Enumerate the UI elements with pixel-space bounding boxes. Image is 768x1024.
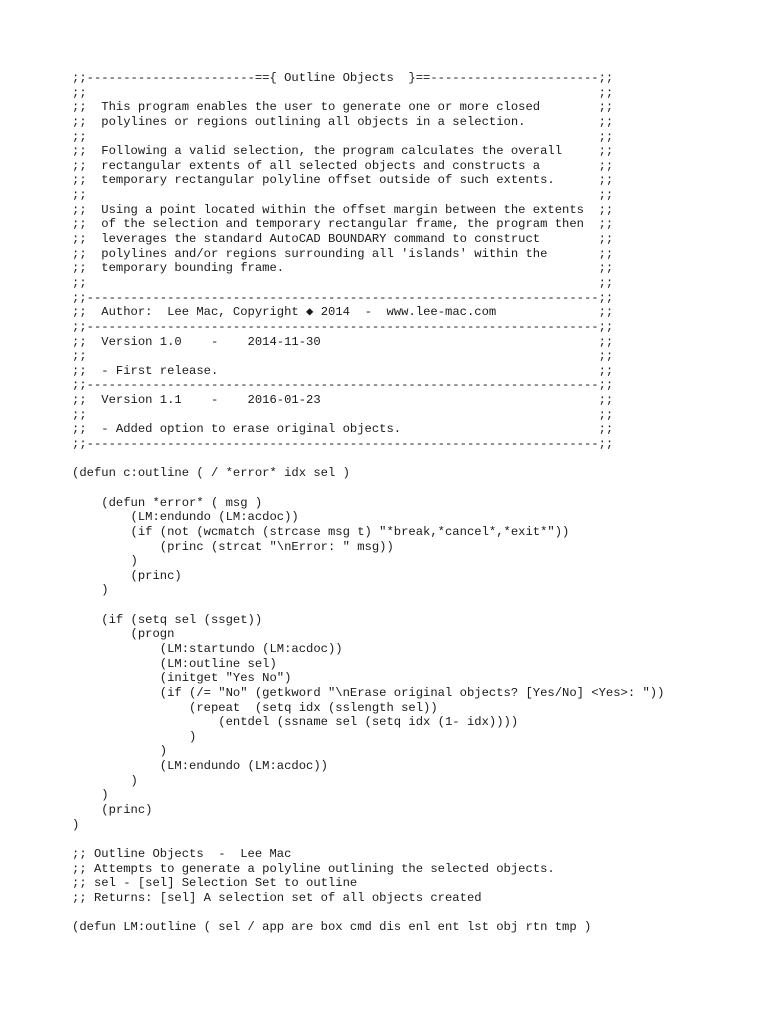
defun-line: (defun LM:outline ( sel / app are box cmd dis enl ent lst obj rtn tmp ) [72,920,592,935]
comment-line: ;; Outline Objects - Lee Mac [72,846,292,861]
code-line: ;; leverages the standard AutoCAD BOUNDARY command to construct ;; [72,232,614,247]
code-line: (repeat (setq idx (sslength sel)) [72,700,438,715]
version-line: ;; Version 1.1 - 2016-01-23 ;; [72,393,614,408]
defun-line: (defun c:outline ( / *error* idx sel ) [72,466,350,481]
code-line: ;; temporary rectangular polyline offset outside of such extents. ;; [72,173,614,188]
comment-line: ;; Returns: [sel] A selection set of all objects created [72,890,482,905]
separator-line: ;;----------------------------------------------------------------------;; [72,378,614,393]
separator-line: ;;----------------------------------------------------------------------;; [72,290,614,305]
code-line: ) [72,583,109,598]
code-line: ;; rectangular extents of all selected objects and constructs a ;; [72,158,614,173]
code-line: ) [72,817,80,832]
blank-line [72,481,664,496]
code-line: ;; polylines or regions outlining all objects in a selection. ;; [72,114,614,129]
code-line: ;; ;; [72,275,614,290]
code-line: ;; ;; [72,85,614,100]
author-line: ;; Author: Lee Mac, Copyright ◆ 2014 - www.lee-mac.com ;; [72,305,614,320]
code-line: ;; ;; [72,407,614,422]
code-line: (initget "Yes No") [72,671,292,686]
code-line: ;; polylines and/or regions surrounding all 'islands' within the ;; [72,246,614,261]
blank-line [72,452,664,467]
code-line: (LM:outline sel) [72,656,277,671]
header-title-line: ;;-----------------------=={ Outline Objects }==-----------------------;; [72,71,614,85]
code-line: ;; of the selection and temporary rectangular frame, the program then ;; [72,217,614,232]
code-line: (progn [72,627,175,642]
code-line: (LM:endundo (LM:acdoc)) [72,510,299,525]
blank-line [72,832,664,847]
code-listing [72,71,664,935]
code-line: (princ) [72,803,153,818]
code-line: ;; ;; [72,188,614,203]
code-line: (if (setq sel (ssget)) [72,612,263,627]
code-line: ) [72,744,168,759]
code-line: (LM:startundo (LM:acdoc)) [72,641,343,656]
blank-line [72,906,664,921]
code-line: ) [72,554,138,569]
blank-line [72,598,664,613]
code-line: (if (not (wcmatch (strcase msg t) "*break,*cancel*,*exit*")) [72,524,570,539]
code-line: (if (/= "No" (getkword "\nErase original objects? [Yes/No] <Yes>: ")) [72,685,665,700]
comment-line: ;; Attempts to generate a polyline outlining the selected objects. [72,861,555,876]
code-line: ;; This program enables the user to generate one or more closed ;; [72,100,614,115]
code-line: ;; ;; [72,349,614,364]
code-line: (entdel (ssname sel (setq idx (1- idx)))) [72,715,519,730]
version-line: ;; Version 1.0 - 2014-11-30 ;; [72,334,614,349]
code-line: ;; - Added option to erase original objects. ;; [72,422,614,437]
code-line: ) [72,729,197,744]
code-line: ) [72,788,109,803]
separator-line: ;;----------------------------------------------------------------------;; [72,319,614,334]
code-line: ;; temporary bounding frame. ;; [72,261,614,276]
code-line: (princ) [72,568,182,583]
code-line: ;; Following a valid selection, the program calculates the overall ;; [72,144,614,159]
comment-line: ;; sel - [sel] Selection Set to outline [72,876,358,891]
separator-line: ;;----------------------------------------------------------------------;; [72,437,614,452]
code-line: (defun *error* ( msg ) [72,495,263,510]
code-line: ;; ;; [72,129,614,144]
code-line: (princ (strcat "\nError: " msg)) [72,539,394,554]
code-line: ;; - First release. ;; [72,363,614,378]
code-line: (LM:endundo (LM:acdoc)) [72,759,328,774]
code-line: ) [72,773,138,788]
code-line: ;; Using a point located within the offset margin between the extents ;; [72,202,614,217]
